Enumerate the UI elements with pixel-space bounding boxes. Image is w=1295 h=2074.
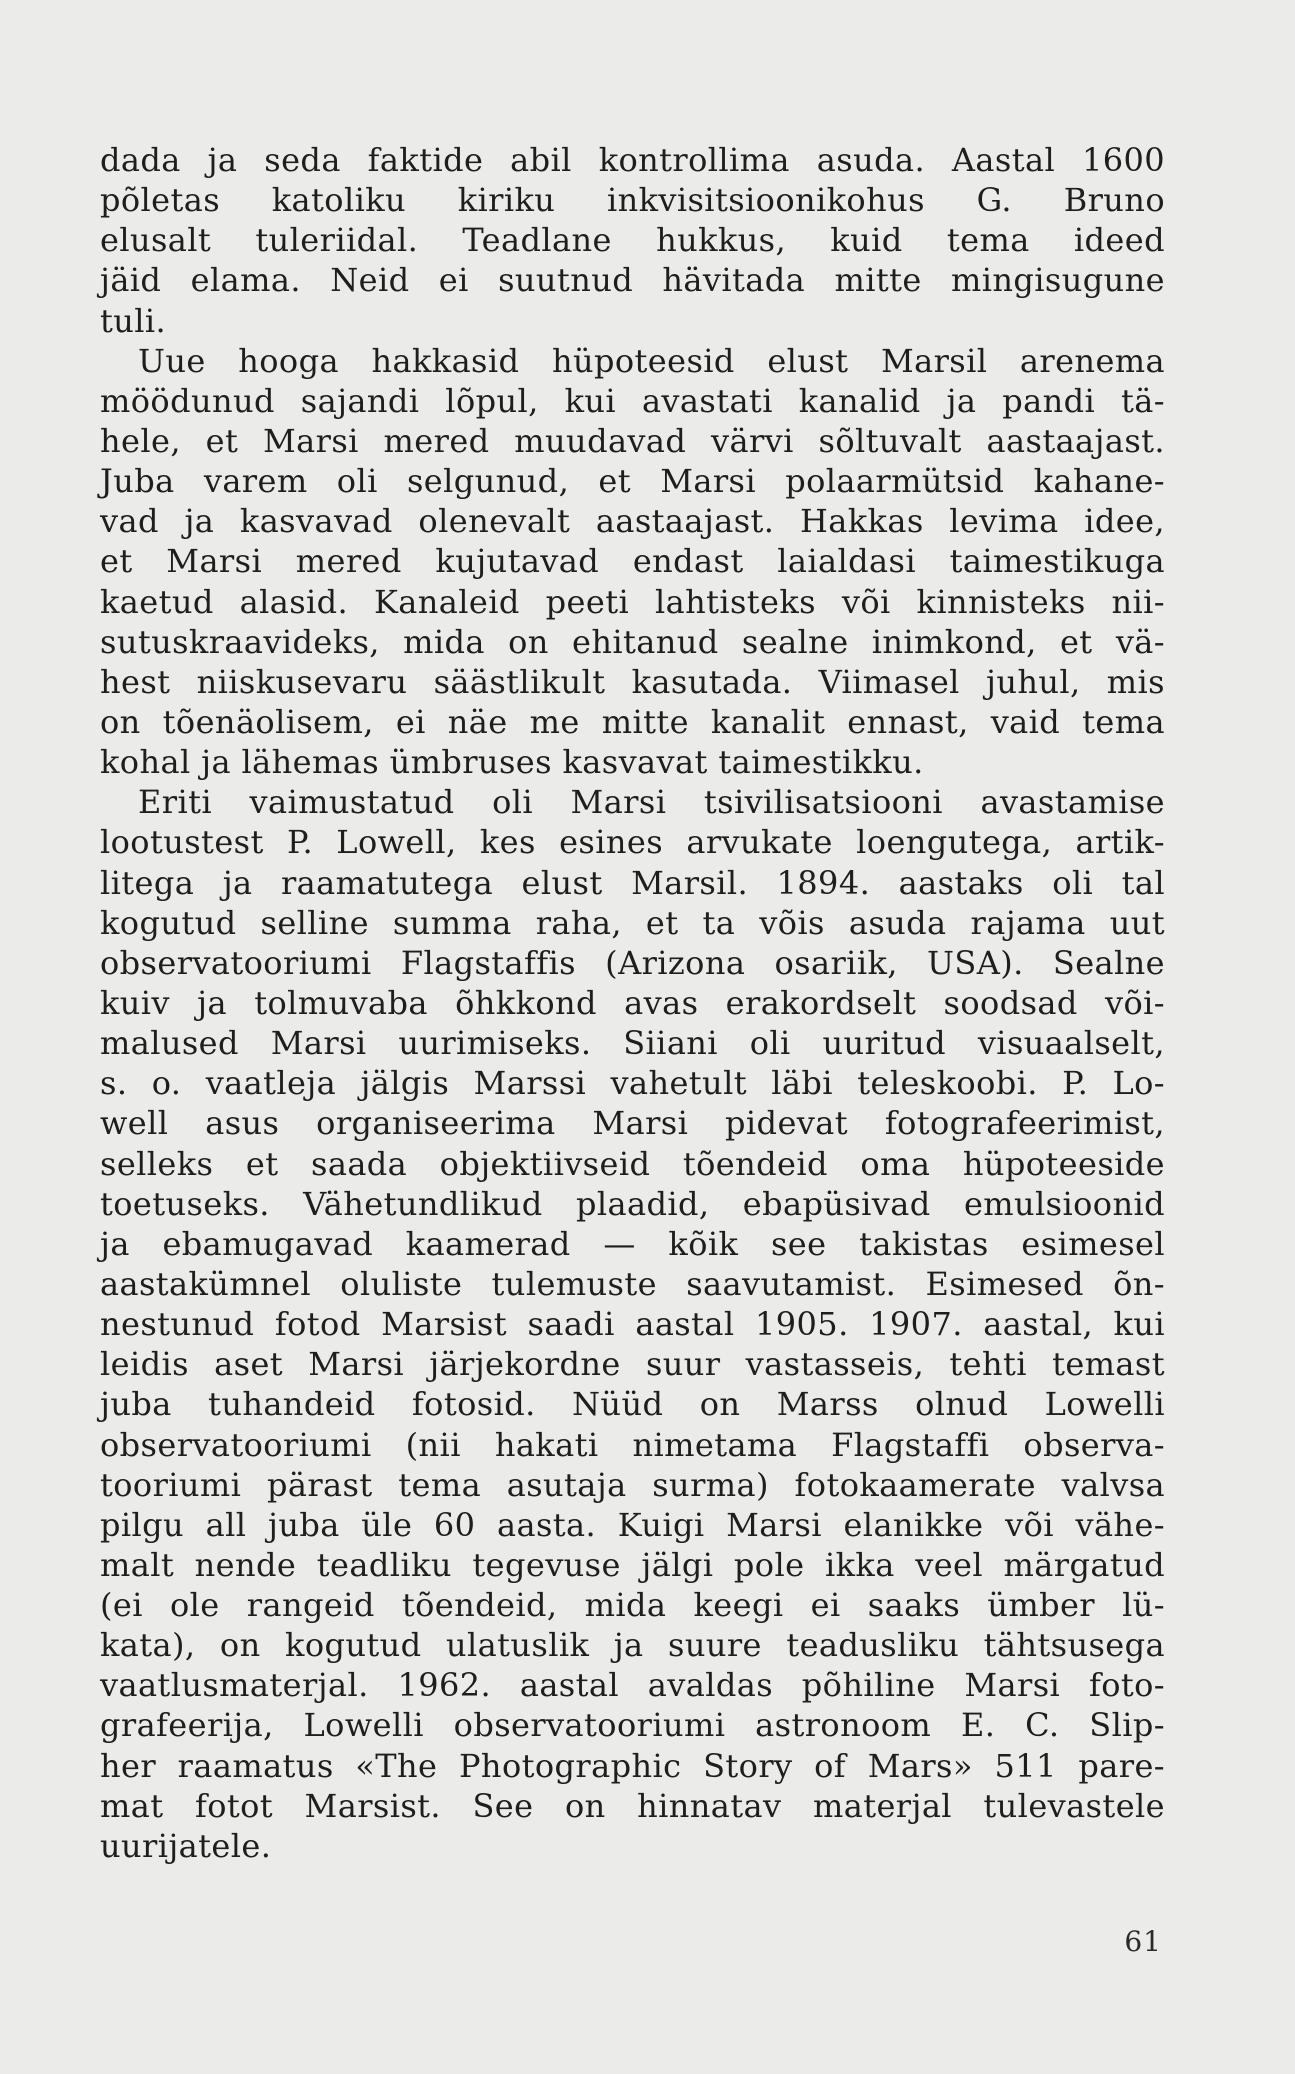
text-line: malt nende teadliku tegevuse jälgi pole ikka veel märgatud [100, 1545, 1165, 1584]
text-line: Uue hooga hakkasid hüpoteesid elust Marsil arenema [138, 341, 1165, 380]
text-line: toetuseks. Vähetundlikud plaadid, ebapüsivad emulsioonid [100, 1184, 1165, 1223]
text-line: kogutud selline summa raha, et ta võis asuda rajama uut [100, 903, 1165, 942]
text-line: uurijatele. [100, 1826, 272, 1865]
text-line: lootustest P. Lowell, kes esines arvukate loengutega, artik- [100, 823, 1165, 862]
text-line: tooriumi pärast tema asutaja surma) fotokaamerate valvsa [100, 1465, 1165, 1504]
text-line: litega ja raamatutega elust Marsil. 1894. aastaks oli tal [100, 863, 1165, 902]
text-line: Eriti vaimustatud oli Marsi tsivilisatsiooni avastamise [138, 783, 1165, 822]
text-line: juba tuhandeid fotosid. Nüüd on Marss olnud Lowelli [100, 1385, 1165, 1424]
text-line: s. o. vaatleja jälgis Marssi vahetult läbi teleskoobi. P. Lo- [100, 1064, 1165, 1103]
text-line: põletas katoliku kiriku inkvisitsioonikohus G. Bruno [100, 181, 1165, 220]
text-line: kuiv ja tolmuvaba õhkkond avas erakordselt soodsad või- [100, 983, 1165, 1022]
text-line: sutuskraavideks, mida on ehitanud sealne inimkond, et vä- [100, 622, 1165, 661]
text-line: well asus organiseerima Marsi pidevat fotografeerimist, [100, 1104, 1165, 1143]
text-line: elusalt tuleriidal. Teadlane hukkus, kuid tema ideed [100, 221, 1165, 260]
text-line: on tõenäolisem, ei näe me mitte kanalit ennast, vaid tema [100, 702, 1165, 741]
text-line: vad ja kasvavad olenevalt aastaajast. Hakkas levima idee, [100, 502, 1165, 541]
text-line: hest niiskusevaru säästlikult kasutada. Viimasel juhul, mis [100, 662, 1165, 701]
text-line: et Marsi mered kujutavad endast laialdasi taimestikuga [100, 542, 1165, 581]
text-line: hele, et Marsi mered muudavad värvi sõltuvalt aastaajast. [100, 421, 1165, 460]
text-line: observatooriumi (nii hakati nimetama Flagstaffi observa- [100, 1425, 1165, 1464]
text-line: vaatlusmaterjal. 1962. aastal avaldas põhiline Marsi foto- [100, 1666, 1165, 1705]
text-line: malused Marsi uurimiseks. Siiani oli uuritud visuaalselt, [100, 1024, 1165, 1063]
text-line: aastakümnel oluliste tulemuste saavutamist. Esimesed õn- [100, 1264, 1165, 1303]
text-line: möödunud sajandi lõpul, kui avastati kanalid ja pandi tä- [100, 381, 1165, 420]
text-line: kohal ja lähemas ümbruses kasvavat taimestikku. [100, 743, 924, 782]
text-line: grafeerija, Lowelli observatooriumi astronoom E. C. Slip- [100, 1706, 1165, 1745]
text-line: tuli. [100, 301, 167, 340]
text-line: pilgu all juba üle 60 aasta. Kuigi Marsi elanikke või vähe- [100, 1505, 1165, 1544]
text-line: ja ebamugavad kaamerad — kõik see takistas esimesel [100, 1224, 1165, 1263]
text-line: jäid elama. Neid ei suutnud hävitada mitte mingisugune [100, 261, 1165, 300]
text-line: Juba varem oli selgunud, et Marsi polaarmütsid kahane- [100, 462, 1165, 501]
text-line: her raamatus «The Photographic Story of Mars» 511 pare- [100, 1746, 1165, 1785]
text-line: selleks et saada objektiivseid tõendeid oma hüpoteeside [100, 1144, 1165, 1183]
text-line: leidis aset Marsi järjekordne suur vastasseis, tehti temast [100, 1345, 1165, 1384]
text-line: observatooriumi Flagstaffis (Arizona osariik, USA). Sealne [100, 943, 1165, 982]
text-line: kaetud alasid. Kanaleid peeti lahtisteks või kinnisteks nii- [100, 582, 1165, 621]
text-line: nestunud fotod Marsist saadi aastal 1905. 1907. aastal, kui [100, 1305, 1165, 1344]
text-line: (ei ole rangeid tõendeid, mida keegi ei saaks ümber lü- [100, 1586, 1165, 1625]
text-line: dada ja seda faktide abil kontrollima asuda. Aastal 1600 [100, 141, 1165, 179]
text-line: mat fotot Marsist. See on hinnatav materjal tulevastele [100, 1786, 1165, 1825]
page-number: 61 [1124, 1925, 1162, 1958]
page-body [100, 140, 1165, 1866]
text-line: kata), on kogutud ulatuslik ja suure teadusliku tähtsusega [100, 1626, 1165, 1665]
